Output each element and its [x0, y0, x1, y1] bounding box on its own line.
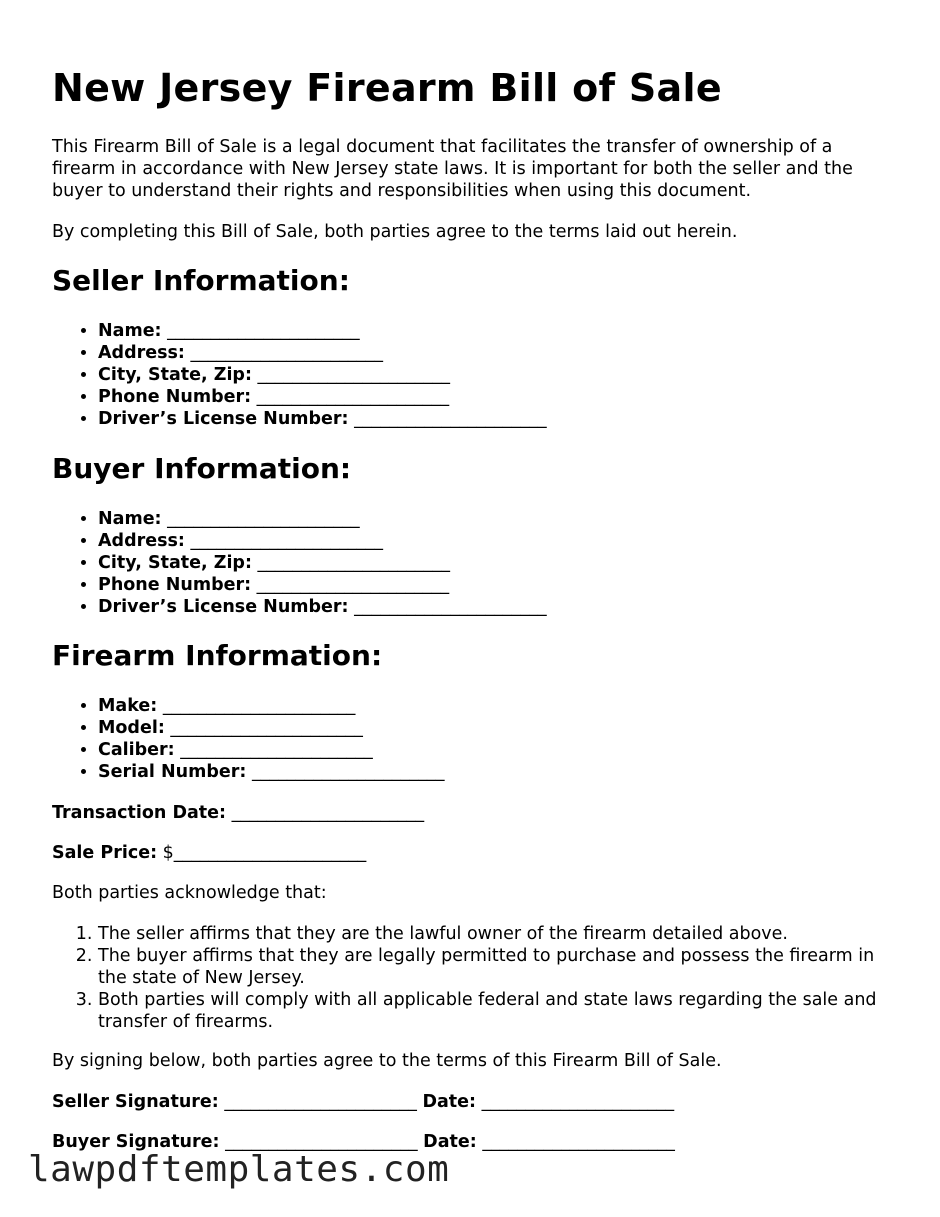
terms-list [52, 923, 898, 1033]
buyer-address-field[interactable]: • Address: ______________________ [98, 530, 547, 552]
buyer-license-field[interactable]: • Driver’s License Number: ______________________ [98, 596, 547, 618]
term-item: 2. The buyer affirms that they are legally permitted to purchase and possess the firearm in the state of New Jersey. [98, 945, 898, 989]
firearm-serial-field[interactable]: • Serial Number: ______________________ [98, 761, 444, 783]
acknowledge-text: Both parties acknowledge that: [52, 883, 327, 903]
seller-heading: Seller Information: [52, 264, 350, 297]
term-item: 1. The seller affirms that they are the lawful owner of the firearm detailed above. [98, 923, 898, 945]
seller-signature-line[interactable]: Seller Signature: ______________________ Date: ______________________ [52, 1092, 675, 1112]
seller-license-field[interactable]: • Driver’s License Number: ______________________ [98, 408, 547, 430]
firearm-field-list [52, 695, 444, 783]
buyer-phone-field[interactable]: • Phone Number: ______________________ [98, 574, 547, 596]
buyer-name-field[interactable]: • Name: ______________________ [98, 508, 547, 530]
seller-city-state-zip-field[interactable]: • City, State, Zip: ______________________ [98, 364, 547, 386]
signing-text: By signing below, both parties agree to the terms of this Firearm Bill of Sale. [52, 1051, 722, 1071]
term-item: 3. Both parties will comply with all applicable federal and state laws regarding the sale and transfer of firearms. [98, 989, 898, 1033]
seller-name-field[interactable]: • Name: ______________________ [98, 320, 547, 342]
sale-price-field[interactable]: Sale Price: $______________________ [52, 843, 367, 863]
firearm-make-field[interactable]: • Make: ______________________ [98, 695, 444, 717]
intro-paragraph: This Firearm Bill of Sale is a legal document that facilitates the transfer of ownership of a firearm in accordance with New Jersey state laws. It is important for both the seller and the buyer to understand their rights and responsibilities when using this document. [52, 137, 853, 201]
firearm-model-field[interactable]: • Model: ______________________ [98, 717, 444, 739]
seller-phone-field[interactable]: • Phone Number: ______________________ [98, 386, 547, 408]
document-title: New Jersey Firearm Bill of Sale [52, 66, 722, 110]
seller-address-field[interactable]: • Address: ______________________ [98, 342, 547, 364]
seller-field-list [52, 320, 547, 430]
agreement-paragraph: By completing this Bill of Sale, both parties agree to the terms laid out herein. [52, 222, 738, 242]
buyer-heading: Buyer Information: [52, 452, 352, 485]
buyer-city-state-zip-field[interactable]: • City, State, Zip: ______________________ [98, 552, 547, 574]
firearm-heading: Firearm Information: [52, 639, 383, 672]
firearm-caliber-field[interactable]: • Caliber: ______________________ [98, 739, 444, 761]
transaction-date-field[interactable]: Transaction Date: ______________________ [52, 803, 425, 823]
watermark-text: lawpdftemplates.com [28, 1149, 450, 1190]
buyer-field-list [52, 508, 547, 618]
buyer-signature-line[interactable]: Buyer Signature: ______________________ Date: ______________________ [52, 1132, 675, 1152]
